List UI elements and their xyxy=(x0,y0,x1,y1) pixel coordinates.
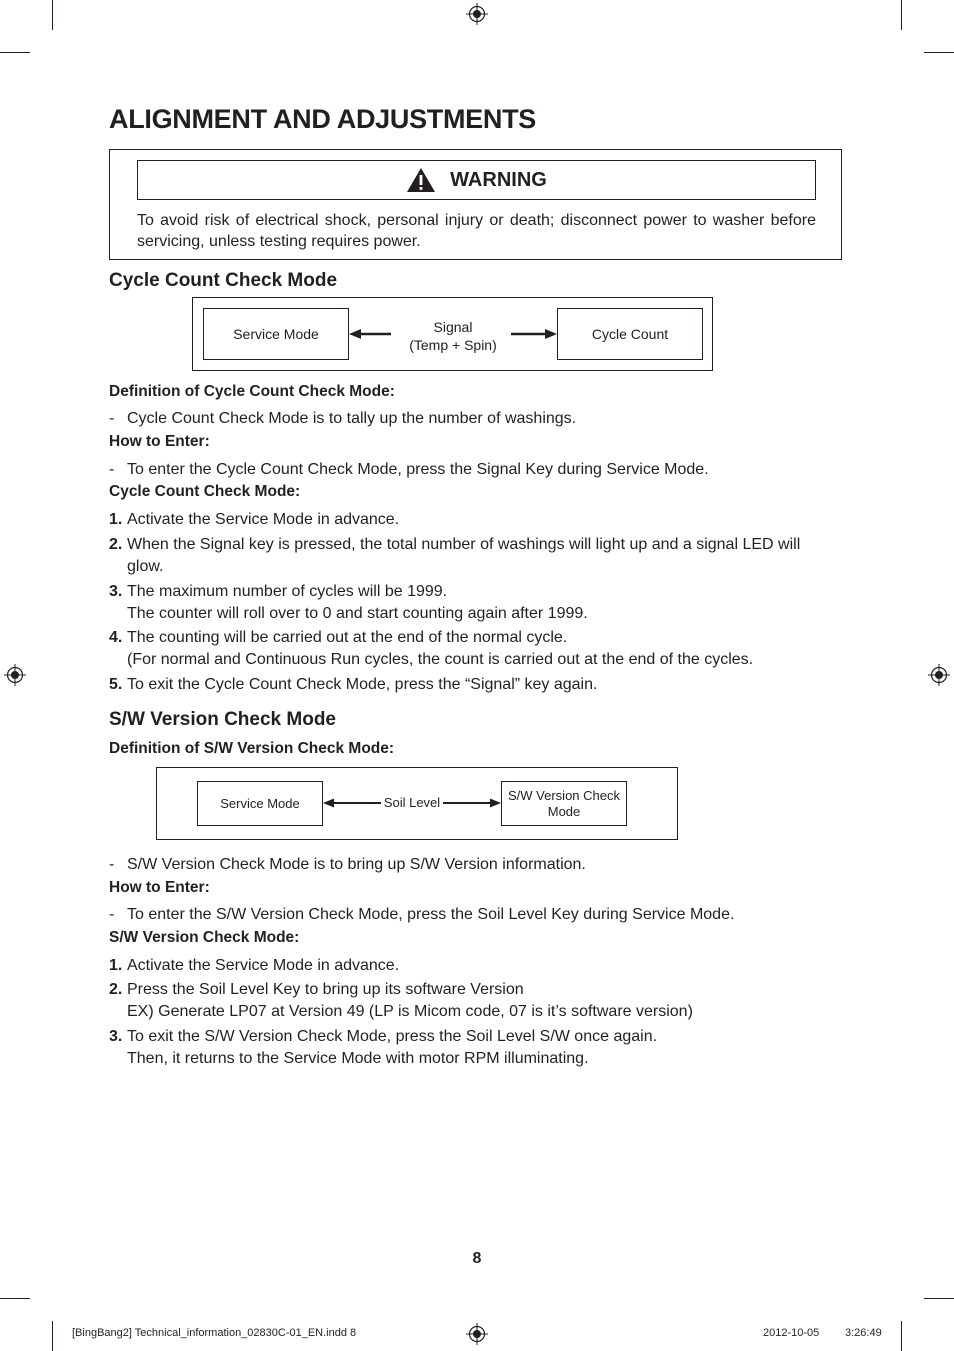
diagram-signal-label xyxy=(398,318,508,354)
step-text: To exit the S/W Version Check Mode, press the Soil Level S/W once again. xyxy=(127,1028,658,1045)
step-text-continued: Then, it returns to the Service Mode with motor RPM illuminating. xyxy=(127,1050,589,1067)
step-text: To exit the Cycle Count Check Mode, press the “Signal” key again. xyxy=(127,676,598,693)
step-text-continued: EX) Generate LP07 at Version 49 (LP is Micom code, 07 is it’s software version) xyxy=(127,1003,693,1020)
how-text: To enter the Cycle Count Check Mode, press the Signal Key during Service Mode. xyxy=(127,461,709,478)
footer-file-name: [BingBang2] Technical_information_02830C-01_EN.indd 8 xyxy=(72,1327,357,1339)
dash-bullet: - xyxy=(109,906,115,923)
step-text: The counting will be carried out at the end of the normal cycle. xyxy=(127,629,568,646)
footer-time: 3:26:49 xyxy=(845,1327,882,1339)
cycle-count-definition-heading: Definition of Cycle Count Check Mode: xyxy=(109,383,395,400)
cycle-count-how xyxy=(109,461,709,479)
cycle-count-diagram xyxy=(192,297,713,371)
crop-mark xyxy=(924,1298,954,1299)
diagram-service-mode-box: Service Mode xyxy=(203,308,349,360)
arrow-right-icon xyxy=(511,326,557,342)
definition-text: Cycle Count Check Mode is to tally up the number of washings. xyxy=(127,410,577,427)
step-text: Activate the Service Mode in advance. xyxy=(127,511,400,528)
how-text: To enter the S/W Version Check Mode, press the Soil Level Key during Service Mode. xyxy=(127,906,735,923)
list-item xyxy=(109,627,844,671)
list-item xyxy=(109,1026,844,1070)
page-title: ALIGNMENT AND ADJUSTMENTS xyxy=(109,104,536,134)
signal-line1: Signal xyxy=(433,319,473,335)
crop-mark xyxy=(0,1298,30,1299)
step-text-continued: glow. xyxy=(127,558,164,575)
step-number: 3. xyxy=(109,583,123,600)
step-number: 4. xyxy=(109,629,123,646)
cycle-count-how-heading: How to Enter: xyxy=(109,433,210,450)
footer-date: 2012-10-05 xyxy=(763,1327,820,1339)
step-number: 2. xyxy=(109,536,123,553)
crop-mark xyxy=(901,1321,902,1351)
step-text-continued: The counter will roll over to 0 and start counting again after 1999. xyxy=(127,605,588,622)
sw-version-definition-heading: Definition of S/W Version Check Mode: xyxy=(109,740,395,757)
step-number: 5. xyxy=(109,676,123,693)
step-text: The maximum number of cycles will be 1999. xyxy=(127,583,448,600)
warning-header xyxy=(137,160,816,200)
warning-heading: WARNING xyxy=(450,168,547,191)
sw-box-line1: S/W Version Check xyxy=(508,787,620,803)
diagram-sw-version-box xyxy=(501,781,627,826)
crop-mark xyxy=(924,52,954,53)
step-number: 1. xyxy=(109,957,123,974)
list-item xyxy=(109,955,844,977)
warning-triangle-icon xyxy=(406,167,436,193)
list-item xyxy=(109,509,844,531)
step-text: When the Signal key is pressed, the total number of washings will light up and a signal LED will xyxy=(127,536,801,553)
step-text: Activate the Service Mode in advance. xyxy=(127,957,400,974)
step-number: 1. xyxy=(109,511,123,528)
arrow-left-icon xyxy=(323,796,383,810)
definition-text: S/W Version Check Mode is to bring up S/W Version information. xyxy=(127,856,586,873)
list-item xyxy=(109,581,844,625)
cycle-count-heading: Cycle Count Check Mode xyxy=(109,270,338,291)
sw-version-diagram xyxy=(156,767,678,840)
registration-mark-icon xyxy=(928,664,950,686)
diagram-soil-level-label: Soil Level xyxy=(383,795,441,810)
list-item xyxy=(109,979,844,1023)
step-text-continued: (For normal and Continuous Run cycles, the count is carried out at the end of the cycles. xyxy=(127,651,754,668)
sw-version-definition xyxy=(109,856,586,874)
signal-line2: (Temp + Spin) xyxy=(409,337,497,353)
arrow-left-icon xyxy=(349,326,395,342)
registration-mark-icon xyxy=(4,664,26,686)
step-number: 2. xyxy=(109,981,123,998)
step-number: 3. xyxy=(109,1028,123,1045)
page-number: 8 xyxy=(472,1250,482,1267)
sw-box-line2: Mode xyxy=(547,803,581,819)
dash-bullet: - xyxy=(109,461,115,478)
warning-text: To avoid risk of electrical shock, personal injury or death; disconnect power to washer before servicing, unless testing requires power. xyxy=(137,212,816,250)
sw-version-mode-heading: S/W Version Check Mode: xyxy=(109,929,300,946)
cycle-count-definition xyxy=(109,410,576,428)
diagram-cycle-count-box: Cycle Count xyxy=(557,308,703,360)
list-item xyxy=(109,674,844,696)
crop-mark xyxy=(0,52,30,53)
crop-mark xyxy=(52,1321,53,1351)
step-text: Press the Soil Level Key to bring up its software Version xyxy=(127,981,524,998)
cycle-count-mode-heading: Cycle Count Check Mode: xyxy=(109,483,301,500)
arrow-right-icon xyxy=(441,796,501,810)
sw-version-how xyxy=(109,906,734,924)
sw-version-how-heading: How to Enter: xyxy=(109,879,210,896)
crop-mark xyxy=(901,0,902,30)
sw-version-heading: S/W Version Check Mode xyxy=(109,709,336,730)
list-item xyxy=(109,534,844,578)
registration-mark-icon xyxy=(466,3,488,25)
dash-bullet: - xyxy=(109,856,115,873)
diagram-service-mode-box: Service Mode xyxy=(197,781,323,826)
registration-mark-icon xyxy=(466,1323,488,1345)
dash-bullet: - xyxy=(109,410,115,427)
crop-mark xyxy=(52,0,53,30)
